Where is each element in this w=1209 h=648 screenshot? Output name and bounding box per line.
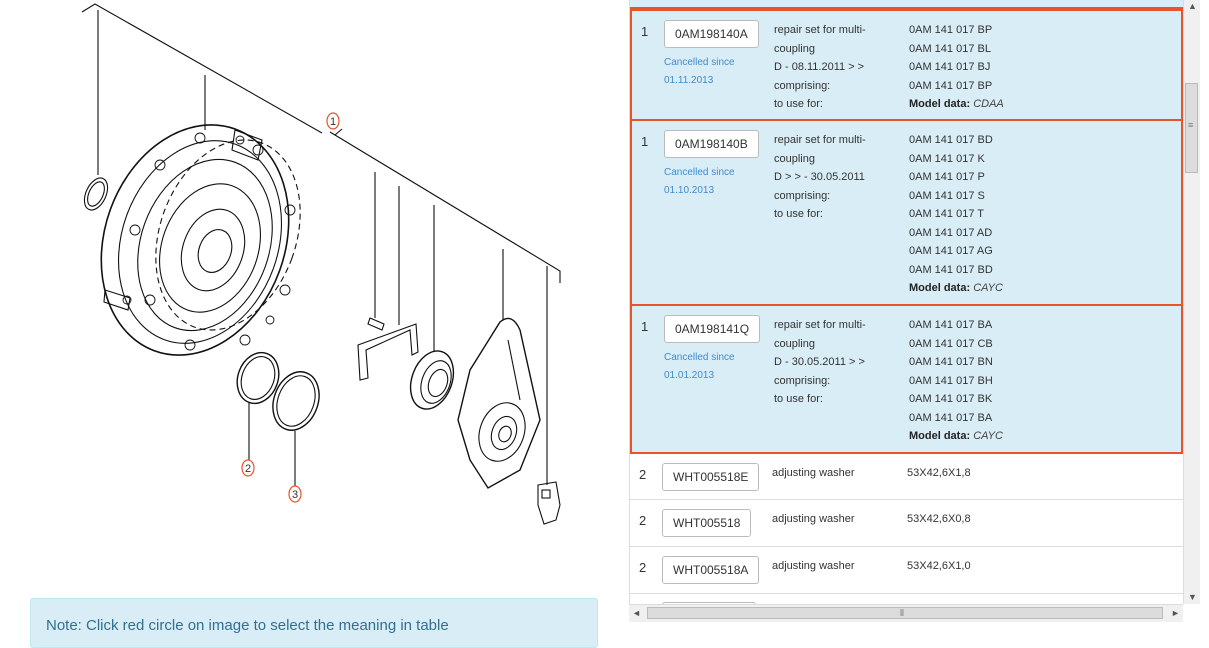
- horizontal-scrollbar[interactable]: [629, 604, 1183, 622]
- position-number: 2: [639, 513, 647, 528]
- vertical-scroll-thumb[interactable]: [1185, 83, 1198, 173]
- part-number[interactable]: WHT005518E: [662, 463, 759, 491]
- remarks: 53X42,6X1,0: [907, 560, 971, 572]
- table-row[interactable]: [630, 547, 1183, 594]
- scroll-up-icon[interactable]: ▲: [1188, 1, 1197, 11]
- part-number[interactable]: WHT005518A: [662, 556, 759, 584]
- table-row[interactable]: [630, 119, 1183, 306]
- table-row[interactable]: [630, 500, 1183, 547]
- horizontal-scroll-thumb[interactable]: [647, 607, 1163, 619]
- table-row-partial: [630, 594, 1183, 604]
- description: repair set for multi- coupling D - 30.05.2011 > > comprising: to use for:: [774, 319, 866, 405]
- remarks: 53X42,6X0,8: [907, 513, 971, 525]
- grip-icon: ⦀: [900, 608, 904, 618]
- position-number: 1: [641, 319, 649, 334]
- callout-3-label: 3: [291, 489, 299, 501]
- table-row[interactable]: [630, 9, 1183, 121]
- cancelled-note: Cancelled since 01.01.2013: [664, 352, 735, 381]
- part-number[interactable]: 0AM198140B: [664, 130, 759, 158]
- part-number[interactable]: 0AM198140A: [664, 20, 759, 48]
- cancelled-note: Cancelled since 01.11.2013: [664, 57, 735, 86]
- remarks: 0AM 141 017 BP 0AM 141 017 BL 0AM 141 017 BJ 0AM 141 017 BP Model data: CDAA: [909, 24, 1004, 110]
- cancelled-note: Cancelled since 01.10.2013: [664, 167, 735, 196]
- description: repair set for multi- coupling D > > - 30.05.2011 comprising: to use for:: [774, 134, 866, 220]
- part-number[interactable]: WHT005518: [662, 509, 751, 537]
- parts-table: [629, 0, 1183, 604]
- vertical-scrollbar[interactable]: [1183, 0, 1200, 604]
- scroll-down-icon[interactable]: ▼: [1188, 592, 1197, 602]
- remarks: 0AM 141 017 BD 0AM 141 017 K 0AM 141 017 P 0AM 141 017 S 0AM 141 017 T 0AM 141 017 AD 0AM 141 017 AG 0AM 141 017 BD Model data: CAYC: [909, 134, 1003, 294]
- remarks: 53X42,6X1,8: [907, 467, 971, 479]
- callout-2-label: 2: [244, 463, 252, 475]
- scroll-left-icon[interactable]: ◄: [632, 608, 641, 618]
- grip-icon: ≡: [1188, 120, 1194, 130]
- note-text: Note: Click red circle on image to select the meaning in table: [46, 617, 449, 634]
- description: adjusting washer: [772, 513, 855, 525]
- callout-1-label: 1: [329, 116, 337, 128]
- part-number[interactable]: 0AM198141Q: [664, 315, 760, 343]
- description: adjusting washer: [772, 467, 855, 479]
- description: adjusting washer: [772, 560, 855, 572]
- position-number: 1: [641, 24, 649, 39]
- scroll-right-icon[interactable]: ►: [1171, 608, 1180, 618]
- position-number: 2: [639, 560, 647, 575]
- note-banner: [30, 598, 598, 648]
- table-row[interactable]: [630, 304, 1183, 454]
- parts-diagram: [0, 0, 620, 590]
- remarks: 0AM 141 017 BA 0AM 141 017 CB 0AM 141 017 BN 0AM 141 017 BH 0AM 141 017 BK 0AM 141 017 BA Model data: CAYC: [909, 319, 1003, 442]
- position-number: 1: [641, 134, 649, 149]
- description: repair set for multi- coupling D - 08.11.2011 > > comprising: to use for:: [774, 24, 866, 110]
- table-row[interactable]: [630, 454, 1183, 500]
- position-number: 2: [639, 467, 647, 482]
